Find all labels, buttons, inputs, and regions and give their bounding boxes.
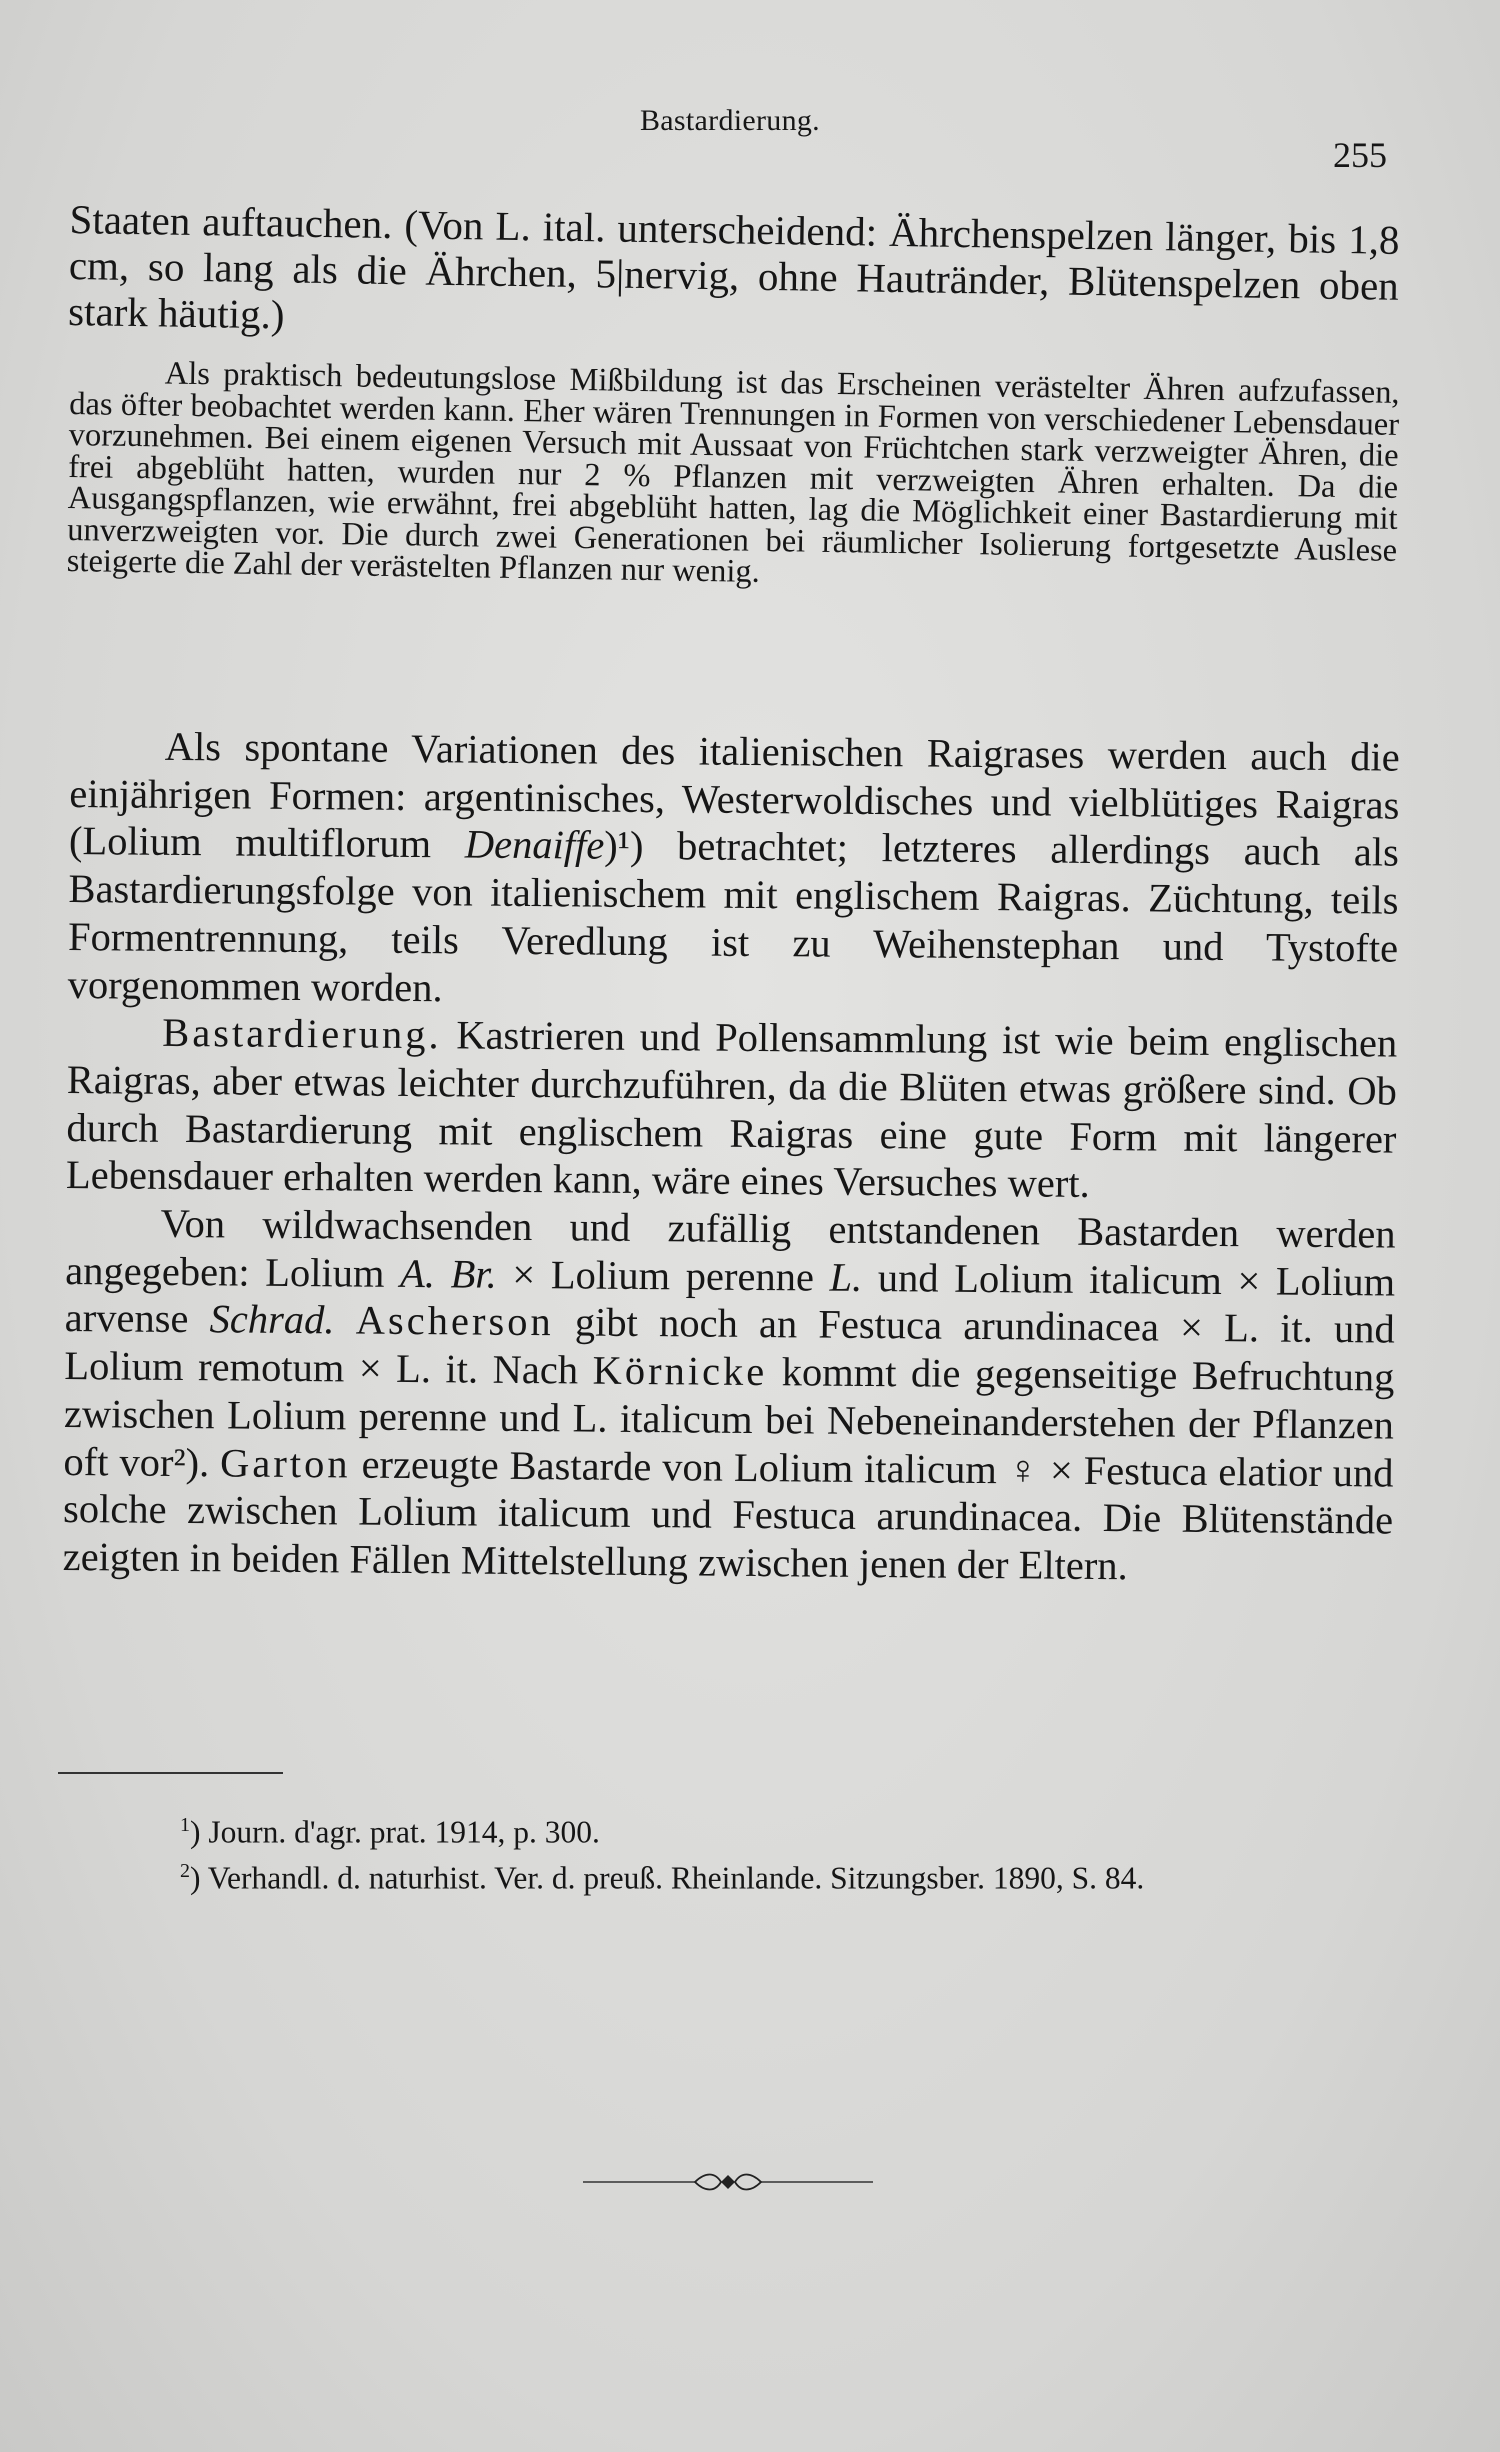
p3-text-d [334, 1298, 356, 1343]
p1-italic-author: Denaiffe [464, 821, 605, 869]
footnotes [180, 1806, 1410, 1897]
ornament-divider-icon [583, 2170, 873, 2194]
p3-text-b: × Lolium perenne [496, 1251, 830, 1300]
author-garton: Garton [219, 1439, 351, 1487]
p3-text-a: Von wildwachsenden und zufällig entstandenen Bastarden werden angegeben: Lolium [65, 1200, 1396, 1296]
p3-text-c: und Lolium italicum × Lolium arvense [64, 1254, 1396, 1342]
footnote-text-1: ) Journ. d'agr. prat. 1914, p. 300. [190, 1814, 600, 1850]
small-print-text: Als praktisch bedeutungslose Mißbildung ist das Erscheinen verästelter Ähren aufzufassen, das öfter beobachtet werden kann. Eher wären Trennungen in Formen von verschiedener Lebensdauer vorzunehmen. Bei einem eigenen Versuch mit Aussaat von Früchtchen stark verzweigter Ähren, die frei abgeblüht hatten, wurden nur 2 % Pflanzen mit verzweigten Ähren erhalten. Da die Ausgangspflanzen, wie erwähnt, frei abgeblüht hatten, lag die Möglichkeit einer Bastardierung mit unverzweigten vor. Die durch zwei Generationen bei räumlicher Isolierung fortgesetzte Auslese steigerte die Zahl der verästelten Pflanzen nur wenig. [66, 355, 1400, 590]
author-ascherson: Ascherson [355, 1297, 554, 1345]
footnote-mark-1: 1 [180, 1814, 190, 1836]
p1-text-a: Als spontane Variationen des italienischen Raigrases werden auch die einjährigen Formen: argentinisches, Westerwoldisches und vielblütiges Raigras (Lolium multiflorum [68, 723, 1400, 867]
p3-text-g: erzeugte Bastarde von Lolium italicum ♀ × Festuca elatior und solche zwischen Lolium italicum und Festuca arundinacea. Die Blütenstände zeigten in beiden Fällen Mittelstellung zwischen jenen der Eltern. [62, 1441, 1394, 1589]
page-number: 255 [1333, 135, 1387, 175]
main-text [63, 722, 1400, 1592]
footnote-divider [58, 1772, 283, 1774]
p3-italic-3: Schrad. [209, 1296, 335, 1343]
footnote-2 [180, 1852, 1410, 1898]
p1-text-b: betrachtet; letzteres allerdings auch als Bastardierungsfolge von italienischem mit englischem Raigras. Züchtung, teils Formentrennung, teils Veredlung ist zu Weihenstephan und Tystofte vorgenommen worden. [67, 823, 1400, 1010]
author-koernicke: Körnicke [592, 1347, 768, 1395]
section-heading-bastardierung: Bastardierung. [162, 1010, 442, 1058]
running-head: Bastardierung. [640, 104, 820, 137]
p3-text-e: gibt noch an Festuca arundinacea × L. it. und Lolium remotum × L. it. Nach [64, 1299, 1395, 1393]
footnote-text-2: ) Verhandl. d. naturhist. Ver. d. preuß. Rheinlande. Sitzungsber. 1890, S. 84. [190, 1860, 1145, 1895]
lead-paragraph [68, 196, 1400, 355]
paragraph-bastardierung [66, 1008, 1398, 1210]
small-print-paragraph [67, 357, 1400, 598]
paragraph-variations [68, 722, 1400, 1020]
footnote-ref-1: )¹) [604, 823, 644, 869]
footnote-mark-2: 2 [180, 1859, 190, 1882]
footnote-1 [180, 1806, 1410, 1852]
p3-italic-1: A. Br. [399, 1250, 497, 1297]
p3-text-f: kommt die gegenseitige Befruchtung zwischen Lolium perenne und L. italicum bei Nebeneinanderstehen der Pflanzen oft vor²). [63, 1349, 1395, 1485]
paragraph-hybrids [63, 1199, 1396, 1592]
p3-italic-2: L. [829, 1254, 863, 1300]
lead-text: Staaten auftauchen. (Von L. ital. unterscheidend: Ährchenspelzen länger, bis 1,8 cm, so lang als die Ährchen, 5|nervig, ohne Hautränder, Blütenspelzen oben stark häutig.) [67, 196, 1400, 338]
p2-text: Kastrieren und Pollensammlung ist wie beim englischen Raigras, aber etwas leichter durchzuführen, da die Blüten etwas größere sind. Ob durch Bastardierung mit englischem Raigras eine gute Form mit längerer Lebensdauer erhalten werden kann, wäre eines Versuches wert. [65, 1012, 1398, 1207]
